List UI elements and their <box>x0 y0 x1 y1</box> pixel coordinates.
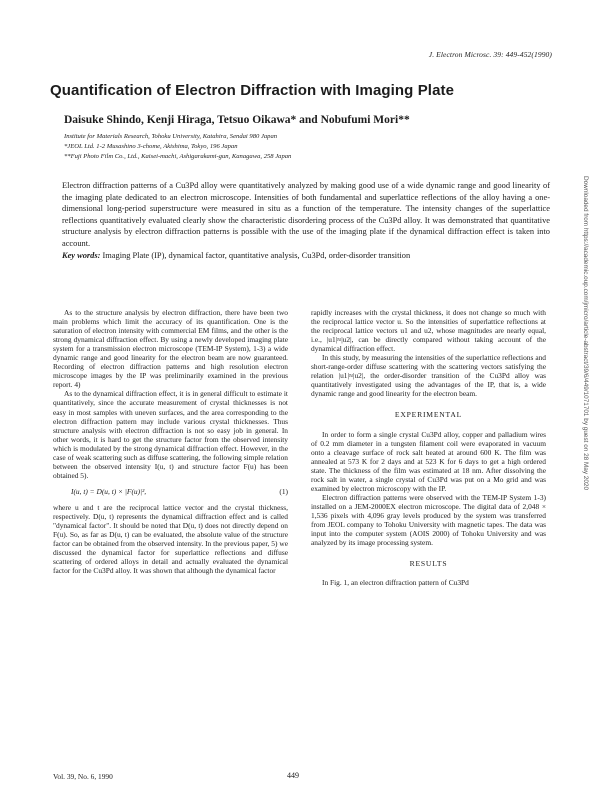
article-title: Quantification of Electron Diffraction with Imaging Plate <box>50 82 455 99</box>
body-paragraph: rapidly increases with the crystal thickness, it does not change so much with the reciprocal lattice vector u. So the intensities of superlattice reflections at the reciprocal lattice vectors u1 and u2, whose magnitudes are nearly equal, i.e., |u1|≈|u2|, can be directly compared without taking account of the dynamical diffraction effect. <box>311 308 546 354</box>
body-paragraph: Electron diffraction patterns were observed with the TEM-IP System 1-3) installed on a JEM-2000EX electron microscope. The digital data of 2,048 × 1,536 pixels with 4,096 gray levels produced by the system was transferred from JEOL company to Tohoku University with magnetic tapes. The data was input into the computer system (AOIS 2000) of Tohoku University and was analyzed by its image processing system. <box>311 492 546 548</box>
affiliation-3: **Fuji Photo Film Co., Ltd., Kaisei-machi, Ashigarakami-gun, Kanagawa, 258 Japan <box>64 153 292 160</box>
download-watermark: Downloaded from https://academic.oup.com/jmicro/article-abstract/39/6/449/1071701 by guest on 28 May 2020 <box>582 176 589 491</box>
affiliation-2: *JEOL Ltd. 1-2 Musashino 3-chome, Akishima, Tokyo, 196 Japan <box>64 143 238 150</box>
author-list: Daisuke Shindo, Kenji Hiraga, Tetsuo Oikawa* and Nobufumi Mori** <box>64 114 410 126</box>
abstract <box>62 180 550 261</box>
equation-expression: I(u, t) = D(u, t) × |F(u)|², <box>71 486 147 496</box>
affiliation-1: Institute for Materials Research, Tohoku University, Katahira, Sendai 980 Japan <box>64 133 278 140</box>
body-paragraph: where u and t are the reciprocal lattice vector and the crystal thickness, respectively. D(u, t) represents the dynamical diffraction effect and is called "dynamical factor". It should be noted that D(u, t) does not directly depend on F(u). So, as far as D(u, t) can be evaluated, the absolute value of the structure factor can be obtained from the observed intensity. In the previous paper, 5) we discussed the dynamical factor for superlattice reflections and diffuse scattering of ordered alloys in detail and actually evaluated the dynamical factor for the Cu3Pd alloy. It was shown that although the dynamical factor <box>53 502 288 576</box>
right-column <box>311 308 546 587</box>
keywords-label: Key words: <box>62 250 101 260</box>
body-paragraph: As to the structure analysis by electron diffraction, there have been two main problems which limit the accuracy of its quantification. One is the saturation of electron intensity with commercial EM films, and the other is the strong dynamical diffraction effect. By using a newly developed imaging plate system for a transmission electron microscope (TEM-IP System), 1-3) a wide dynamic range and good linearity for the electron beam are now guaranteed. Recording of electron diffraction patterns and high resolution electron microscope images by the IP was preliminarily examined in the previous report. 4) <box>53 308 288 390</box>
section-heading-results: RESULTS <box>409 559 448 569</box>
equation-number: (1) <box>279 486 288 496</box>
section-heading-experimental: EXPERIMENTAL <box>394 410 463 420</box>
body-paragraph: In order to form a single crystal Cu3Pd alloy, copper and palladium wires of 0.2 mm diameter in a tungsten filament coil were evaporated in vacuum onto a cleavage surface of rock salt heated at around 600 K. The film was annealed at 573 K for 2 days and at 523 K for 6 days to get a high ordered state. The thickness of the film was estimated at 18 nm. After dissolving the rock salt in water, a single crystal of Cu3Pd was put on a Mo grid and was examined by electron microscopy with the IP. <box>311 429 546 493</box>
body-paragraph: In this study, by measuring the intensities of the superlattice reflections and short-range-order diffuse scattering with the scattering vectors satisfying the relation |u1|≈|u2|, the order-disorder transition of the Cu3Pd alloy was quantitatively investigated using the advantages of the IP, that is, a wide dynamic range and good linearity for the electron beam. <box>311 353 546 399</box>
keywords-text: Imaging Plate (IP), dynamical factor, quantitative analysis, Cu3Pd, order-disorder transition <box>102 250 411 260</box>
body-paragraph: In Fig. 1, an electron diffraction pattern of Cu3Pd <box>322 578 469 588</box>
equation-1 <box>53 487 288 496</box>
page-number: 449 <box>287 771 299 780</box>
volume-footer: Vol. 39, No. 6, 1990 <box>53 772 113 781</box>
journal-reference: J. Electron Microsc. 39: 449-452(1990) <box>428 50 552 59</box>
body-paragraph: As to the dynamical diffraction effect, it is in general difficult to estimate it quantitatively, since the accurate measurement of crystal thicknesses is not easy in most samples with uneven surfaces, and the area corresponding to the electron diffraction pattern may include various crystal thicknesses. Thus structure analysis with electron diffraction is not so easy job in general. In other words, it is hard to get the structure factor from the observed intensity which is modulated by the strong dynamical diffraction effect. However, in the case of weak scattering such as diffuse scattering, the following simple relation between the observed intensity I(u, t) and structure factor F(u) has been obtained 5). <box>53 389 288 480</box>
left-column <box>53 308 288 575</box>
abstract-text: Electron diffraction patterns of a Cu3Pd alloy were quantitatively analyzed by making good use of a wide dynamic range and good linearity of the imaging plate dedicated to an electron microscope. Intensities of both fundamental and superlattice reflections of the alloy having a one-dimensional long-period superstructure were measured in situ as a function of the temperature. The intensity changes of the superlattice reflections quantitatively evaluated clearly show the characteristic disordering process of the Cu3Pd alloy. It was demonstrated that quantitative structure analysis by electron diffraction patterns is possible with the use of the imaging plate if the dynamical diffraction effect is taken into account. <box>62 181 550 248</box>
